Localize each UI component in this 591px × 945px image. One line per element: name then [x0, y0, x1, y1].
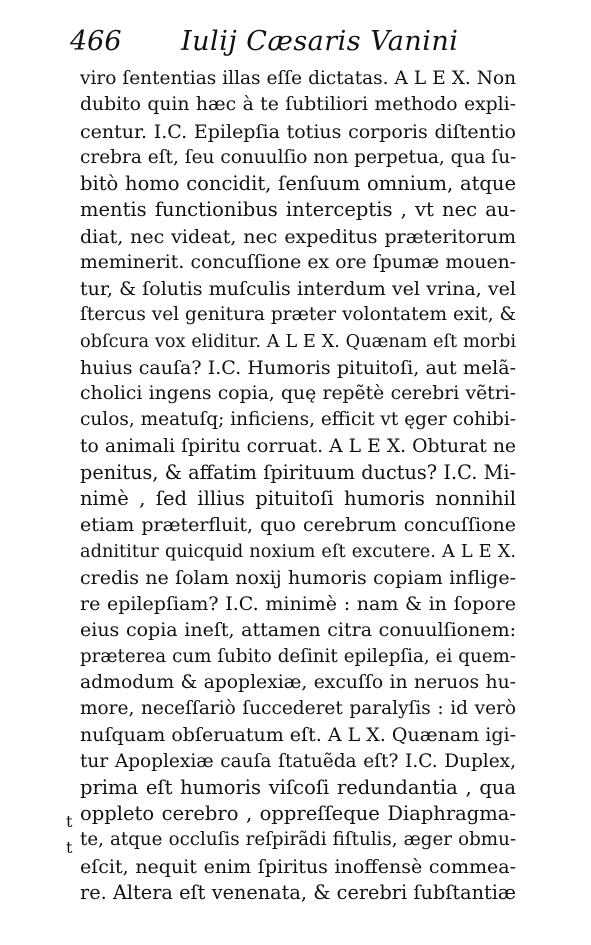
text-line: nuſquam obſeruatum eſt. A L X. Quænam igi- [80, 724, 516, 747]
text-line: to animali ſpiritu corruat. A L E X. Obturat ne [80, 435, 516, 457]
text-line: tur Apoplexiæ cauſa ſtatuẽda eſt? I.C. Duplex, [80, 750, 516, 772]
text-line: obſcura vox eliditur. A L E X. Quænam eſt morbi [80, 331, 516, 352]
text-line: viro ſententias illas eſſe dictatas. A L E X. Non [80, 68, 516, 89]
text-line: tur, & ſolutis muſculis interdum vel vrina, vel [80, 278, 516, 300]
text-line: penitus, & affatim ſpirituum ductus? I.C. Mi- [80, 460, 516, 484]
text-line: eius copia ineſt, attamen citra conuulſionem: [80, 619, 516, 642]
text-line: crebra eſt, ſeu conuulſio non perpetua, qua ſu- [80, 146, 517, 168]
text-line: dubito quin hæc à te ſubtiliori methodo expli- [80, 94, 516, 116]
text-line: etiam præterfluit, quo cerebrum concuſſione [80, 514, 516, 537]
text-line: eſcit, nequit enim ſpiritus inoffensè commea- [80, 855, 516, 878]
text-line: oppleto cerebro , oppreſſeque Diaphragma- [80, 802, 516, 825]
margin-mark: t [66, 838, 73, 857]
text-line: admodum & apoplexiæ, excuſſo in neruos hu- [80, 671, 516, 693]
text-line: credis ne ſolam noxij humoris copiam inflige- [80, 566, 516, 589]
running-title: Iulij Cæsaris Vanini [181, 26, 459, 57]
text-line: mentis functionibus interceptis , vt nec au- [80, 198, 516, 222]
page-number: 466 [70, 26, 122, 57]
text-line: diat, nec videat, nec expeditus præteritorum [80, 225, 516, 248]
page-header [70, 26, 520, 66]
text-line: ſtercus vel genitura præter volontatem exit, & [80, 304, 516, 326]
text-line: centur. I.C. Epilepſia totius corporis diſtentio [80, 120, 516, 143]
margin-mark: t [66, 812, 73, 831]
text-line: te, atque occluſis reſpirãdi fiſtulis, æger obmu- [80, 829, 516, 851]
text-line: re epilepſiam? I.C. minimè : nam & in ſopore [80, 593, 516, 615]
text-line: nimè , ſed illius pituitoſi humoris nonnihil [80, 487, 516, 510]
text-line: cholici ingens copia, quę repẽtè cerebri vẽtri- [80, 383, 516, 404]
text-line: huius cauſa? I.C. Humoris pituitoſi, aut melã- [80, 356, 516, 379]
text-line: culos, meatuſq; inficiens, efficit vt ęger cohibi- [80, 409, 516, 431]
text-line: prima eſt humoris viſcoſi redundantia , qua [80, 775, 516, 799]
text-line: adnititur quicquid noxium eſt excutere. A L E X. [80, 541, 516, 562]
text-line: præterea cum ſubito deſinit epilepſia, ei quem- [80, 645, 516, 667]
text-line: re. Altera eſt venenata, & cerebri ſubſtantiæ [80, 880, 516, 904]
body-text [80, 66, 516, 906]
text-line: meminerit. concuſſione ex ore ſpumæ mouen- [80, 251, 516, 273]
text-line: more, neceſſariò ſuccederet paralyſis : id verò [80, 698, 516, 719]
text-line: bitò homo concidit, ſenſuum omnium, atque [80, 172, 516, 195]
